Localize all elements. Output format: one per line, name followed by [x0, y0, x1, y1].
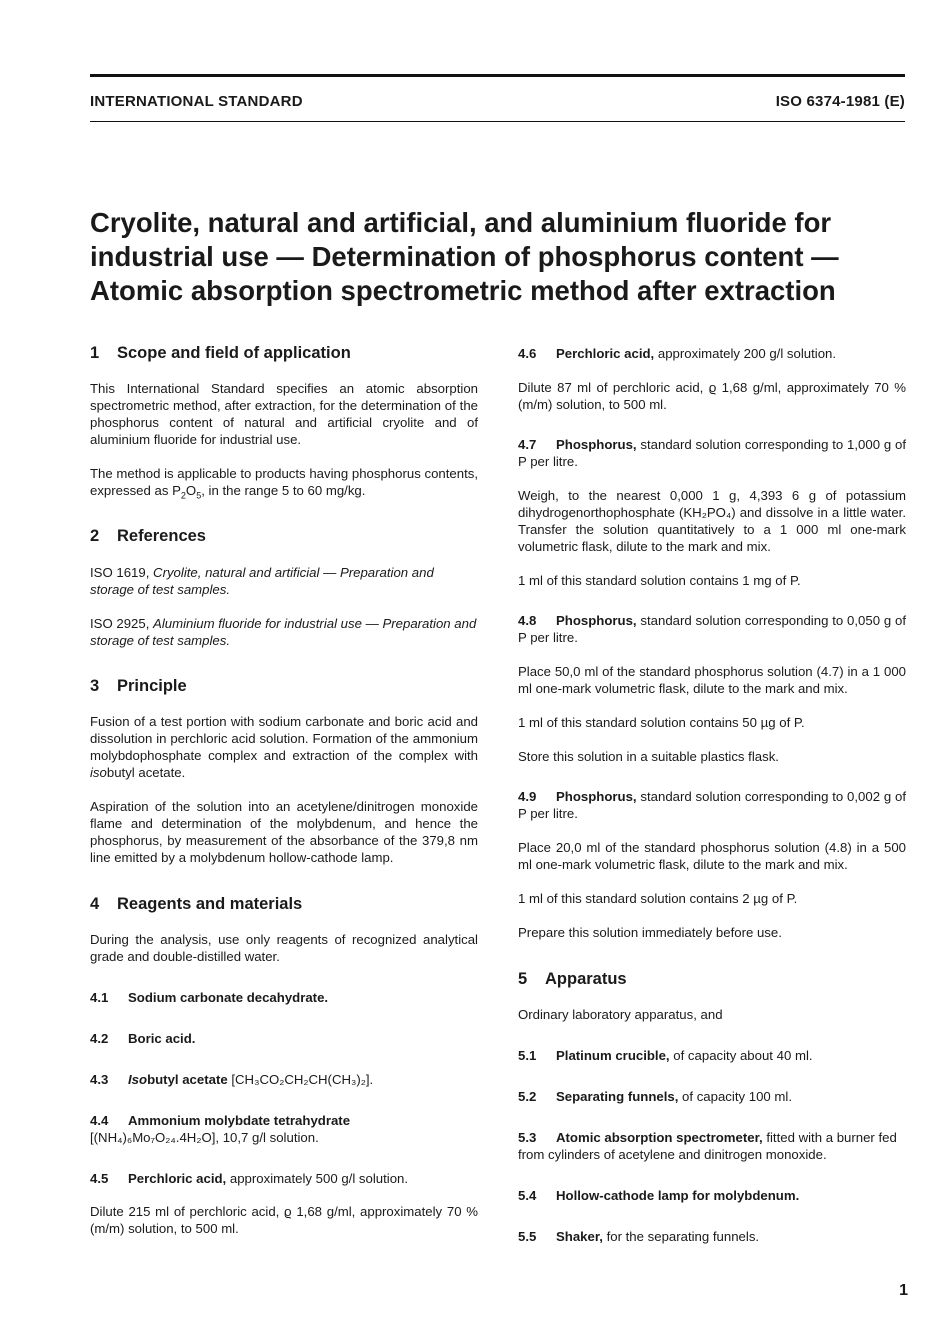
item-4-7-text-2: 1 ml of this standard solution contains 1 mg of P.	[518, 573, 801, 588]
section-5-intro: Ordinary laboratory apparatus, and	[518, 1007, 723, 1022]
section-1-paragraph-2: The method is applicable to products having phosphorus contents, expressed as $P_2O_5$, in the range 5 to 60 mg/kg.	[90, 466, 478, 501]
item-4-9-text-3: Prepare this solution immediately before use.	[518, 925, 782, 940]
document-title: Cryolite, natural and artificial, and aluminium fluoride for industrial use — Determination of phosphorus content — Atomic absorption spectrometric method after extraction	[90, 207, 839, 306]
item-5-2: 5.2 Separating funnels, of capacity 100 ml.	[518, 1089, 792, 1104]
item-4-9-text-1: Place 20,0 ml of the standard phosphorus solution (4.8) in a 500 ml one-mark volumetric flask, dilute to the mark and mix.	[518, 840, 906, 872]
section-3-paragraph-2: Aspiration of the solution into an acetylene/dinitrogen monoxide flame and determination of the molybdenum, and hence the phosphorus, by measurement of the absorbance of the 379,8 nm line emitted by a molybdenum hollow-cathode lamp.	[90, 799, 478, 865]
section-5-heading: 5 Apparatus	[518, 970, 627, 988]
item-4-6-text: Dilute 87 ml of perchloric acid, ϱ 1,68 g/ml, approximately 70 % (m/m) solution, to 500 ml.	[518, 380, 906, 412]
section-3-heading: 3 Principle	[90, 677, 187, 695]
reference-iso-1619: ISO 1619, Cryolite, natural and artificial — Preparation and storage of test samples.	[90, 565, 434, 597]
section-4-heading: 4 Reagents and materials	[90, 895, 303, 913]
header-rule-bottom	[90, 121, 905, 122]
item-4-5: 4.5 Perchloric acid, approximately 500 g/l solution.	[90, 1171, 409, 1186]
item-4-9: 4.9 Phosphorus, standard solution corresponding to 0,002 g of P per litre.	[518, 789, 906, 821]
item-4-8-text-3: Store this solution in a suitable plastics flask.	[518, 749, 779, 764]
item-4-2: 4.2 Boric acid.	[90, 1031, 196, 1046]
section-3-paragraph-1: Fusion of a test portion with sodium carbonate and boric acid and dissolution in perchloric acid solution. Formation of the ammonium molybdophosphate complex and extraction of the complex with isobutyl acetate.	[90, 714, 478, 780]
item-4-5-text: Dilute 215 ml of perchloric acid, ϱ 1,68 g/ml, approximately 70 % (m/m) solution, to 500 ml.	[90, 1204, 478, 1236]
section-2-heading: 2 References	[90, 527, 206, 545]
item-4-9-text-2: 1 ml of this standard solution contains 2 µg of P.	[518, 891, 798, 906]
item-4-8-text-1: Place 50,0 ml of the standard phosphorus solution (4.7) in a 1 000 ml one-mark volumetric flask, dilute to the mark and mix.	[518, 664, 906, 696]
item-5-3: 5.3 Atomic absorption spectrometer, fitted with a burner fed from cylinders of acetylene and dinitrogen monoxide.	[518, 1130, 897, 1162]
item-4-6: 4.6 Perchloric acid, approximately 200 g/l solution.	[518, 346, 837, 361]
page-number: 1	[899, 1282, 908, 1299]
item-4-4: 4.4 Ammonium molybdate tetrahydrate [(NH₄)₆Mo₇O₂₄.4H₂O], 10,7 g/l solution.	[90, 1113, 351, 1145]
item-4-1: 4.1 Sodium carbonate decahydrate.	[90, 990, 329, 1005]
reference-iso-2925: ISO 2925, Aluminium fluoride for industrial use — Preparation and storage of test samples.	[90, 616, 477, 648]
item-4-8: 4.8 Phosphorus, standard solution corresponding to 0,050 g of P per litre.	[518, 613, 906, 645]
header-standard-number: ISO 6374-1981 (E)	[775, 93, 905, 110]
section-1-heading: 1 Scope and field of application	[90, 344, 351, 362]
item-5-1: 5.1 Platinum crucible, of capacity about 40 ml.	[518, 1048, 813, 1063]
item-5-4: 5.4 Hollow-cathode lamp for molybdenum.	[518, 1188, 800, 1203]
item-4-7: 4.7 Phosphorus, standard solution corresponding to 1,000 g of P per litre.	[518, 437, 906, 469]
item-5-5: 5.5 Shaker, for the separating funnels.	[518, 1229, 760, 1244]
item-4-8-text-2: 1 ml of this standard solution contains 50 µg of P.	[518, 715, 805, 730]
item-4-7-text-1: Weigh, to the nearest 0,000 1 g, 4,393 6 g of potassium dihydrogenorthophosphate (KH₂PO₄) and dissolve in a little water. Transfer the solution quantitatively to a 1 000 ml one-mark volumetric flask, dilute to the mark and mix.	[518, 488, 906, 554]
right-column	[518, 345, 906, 1245]
header-standard-type: INTERNATIONAL STANDARD	[90, 93, 303, 110]
section-1-paragraph-1: This International Standard specifies an atomic absorption spectrometric method, after extraction, for the determination of the phosphorus content of natural and artificial cryolite and of aluminium fluoride for industrial use.	[90, 381, 478, 447]
item-4-3: 4.3 Isobutyl acetate [CH₃CO₂CH₂CH(CH₃)₂].	[90, 1072, 374, 1087]
header-rule-top	[90, 74, 905, 77]
left-column	[90, 345, 478, 1237]
section-4-intro: During the analysis, use only reagents of recognized analytical grade and double-distilled water.	[90, 932, 478, 964]
